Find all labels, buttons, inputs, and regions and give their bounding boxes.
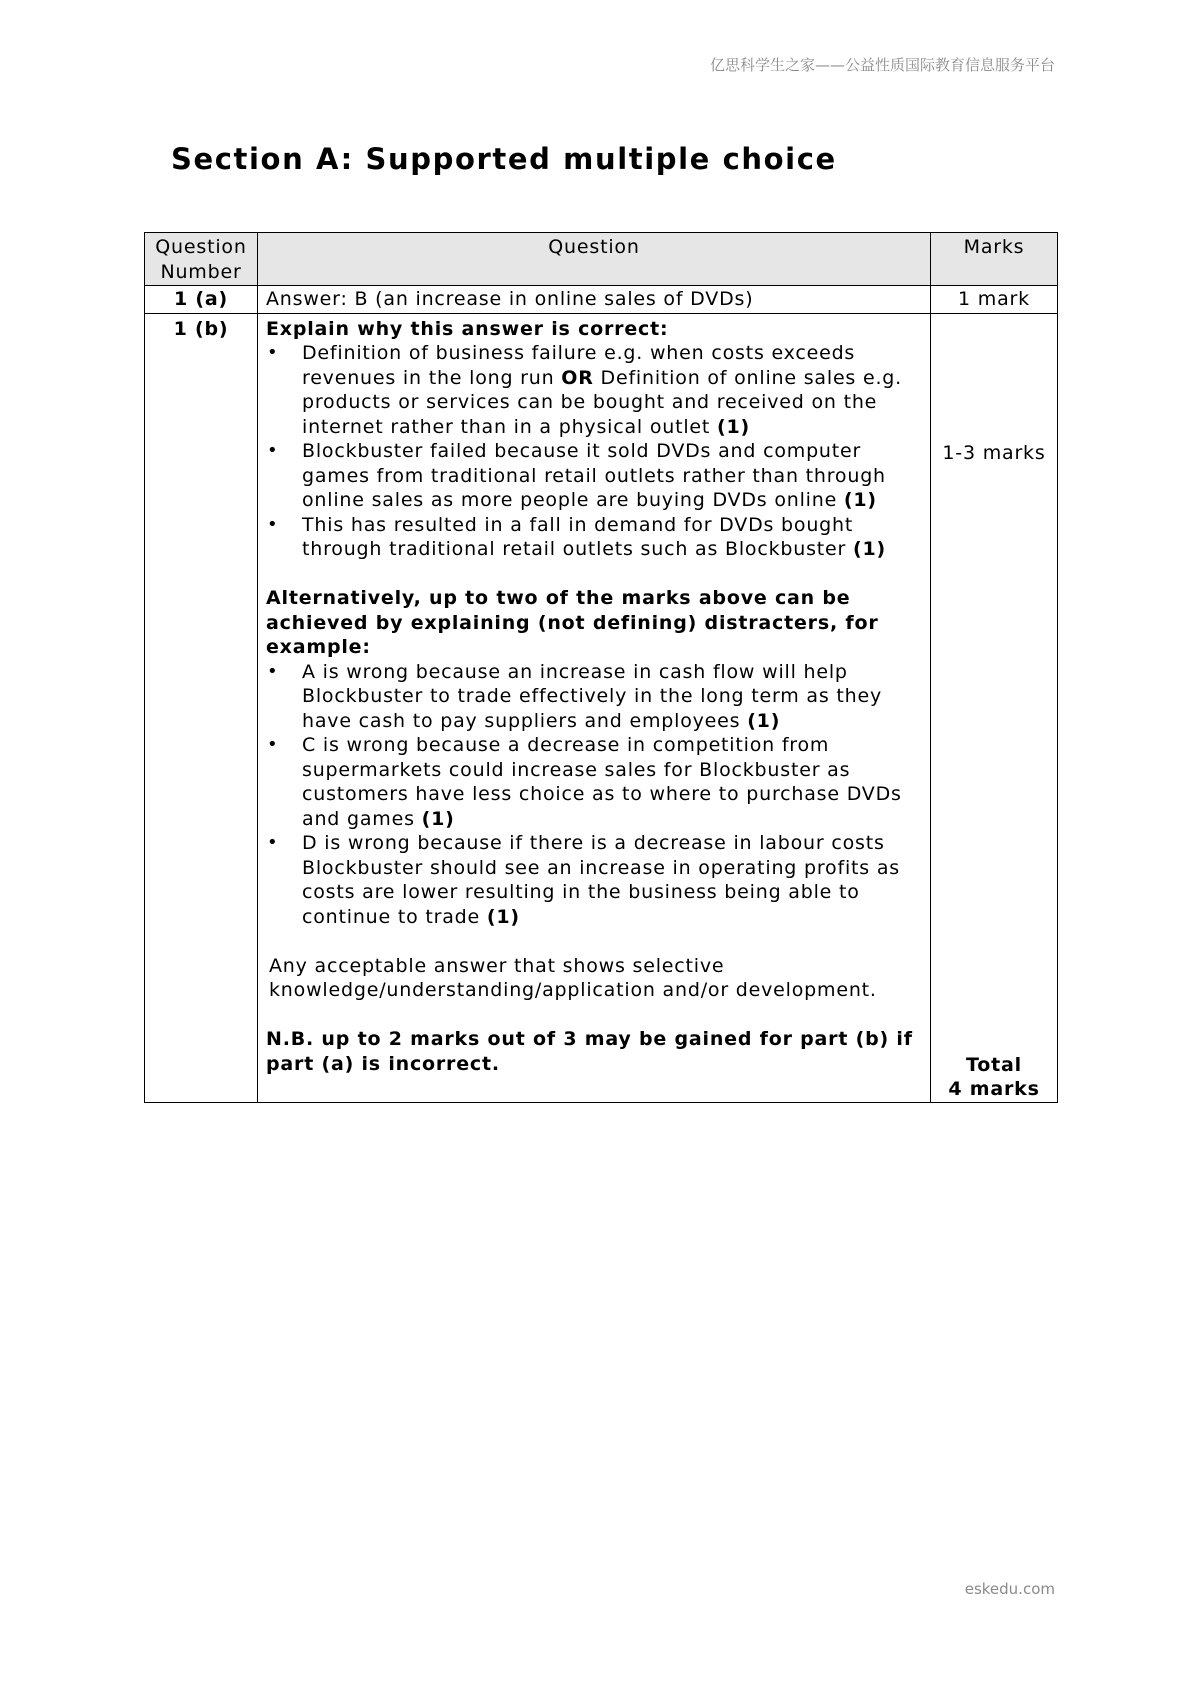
explain-heading: Explain why this answer is correct: — [266, 317, 669, 340]
table-row-1b — [145, 313, 1058, 1102]
marks-range: 1-3 marks — [942, 441, 1046, 464]
header-question-number: Question Number — [145, 233, 258, 286]
mark-scheme-table — [144, 232, 1058, 1103]
list-item: • Definition of business failure e.g. when costs exceeds revenues in the long run OR Definition of online sales e.g. products or services can be bought and received on the internet rather than in a physical outlet (1) — [302, 341, 922, 439]
marks-value: 1 mark — [931, 286, 1058, 314]
explanation-cell — [258, 313, 931, 1102]
list-item: • D is wrong because if there is a decrease in labour costs Blockbuster should see an increase in operating profits as costs are lower resulting in the business being able to continue to trade (1) — [302, 831, 922, 929]
footer-note: eskedu.com — [964, 1580, 1055, 1598]
list-item: • Blockbuster failed because it sold DVDs and computer games from traditional retail outlets rather than through online sales as more people are buying DVDs online (1) — [302, 439, 922, 513]
header-question: Question — [258, 233, 931, 286]
header-marks: Marks — [931, 233, 1058, 286]
acceptable-answer-note: Any acceptable answer that shows selective knowledge/understanding/application and/or development. — [269, 954, 877, 1001]
distracter-bullets — [266, 660, 922, 930]
table-row-1a — [145, 286, 1058, 314]
marks-cell — [931, 313, 1058, 1102]
list-item: • This has resulted in a fall in demand for DVDs bought through traditional retail outlets such as Blockbuster (1) — [302, 513, 922, 562]
question-number: 1 (a) — [145, 286, 258, 314]
correct-bullets — [266, 341, 922, 562]
table-header-row — [145, 233, 1058, 286]
answer-text: Answer: B (an increase in online sales of DVDs) — [258, 286, 931, 314]
nb-note: N.B. up to 2 marks out of 3 may be gained for part (b) if part (a) is incorrect. — [266, 1028, 913, 1075]
list-item: • C is wrong because a decrease in competition from supermarkets could increase sales for Blockbuster as customers have less choice as to where to purchase DVDs and games (1) — [302, 733, 922, 831]
list-item: • A is wrong because an increase in cash flow will help Blockbuster to trade effectively in the long term as they have cash to pay suppliers and employees (1) — [302, 660, 922, 734]
marks-total: Total 4 marks — [948, 1053, 1040, 1100]
header-note: 亿思科学生之家——公益性质国际教育信息服务平台 — [709, 56, 1055, 74]
alternative-heading: Alternatively, up to two of the marks above can be achieved by explaining (not defining) distracters, for example: — [266, 587, 879, 658]
section-title: Section A: Supported multiple choice — [171, 142, 837, 176]
question-number: 1 (b) — [145, 313, 258, 1102]
